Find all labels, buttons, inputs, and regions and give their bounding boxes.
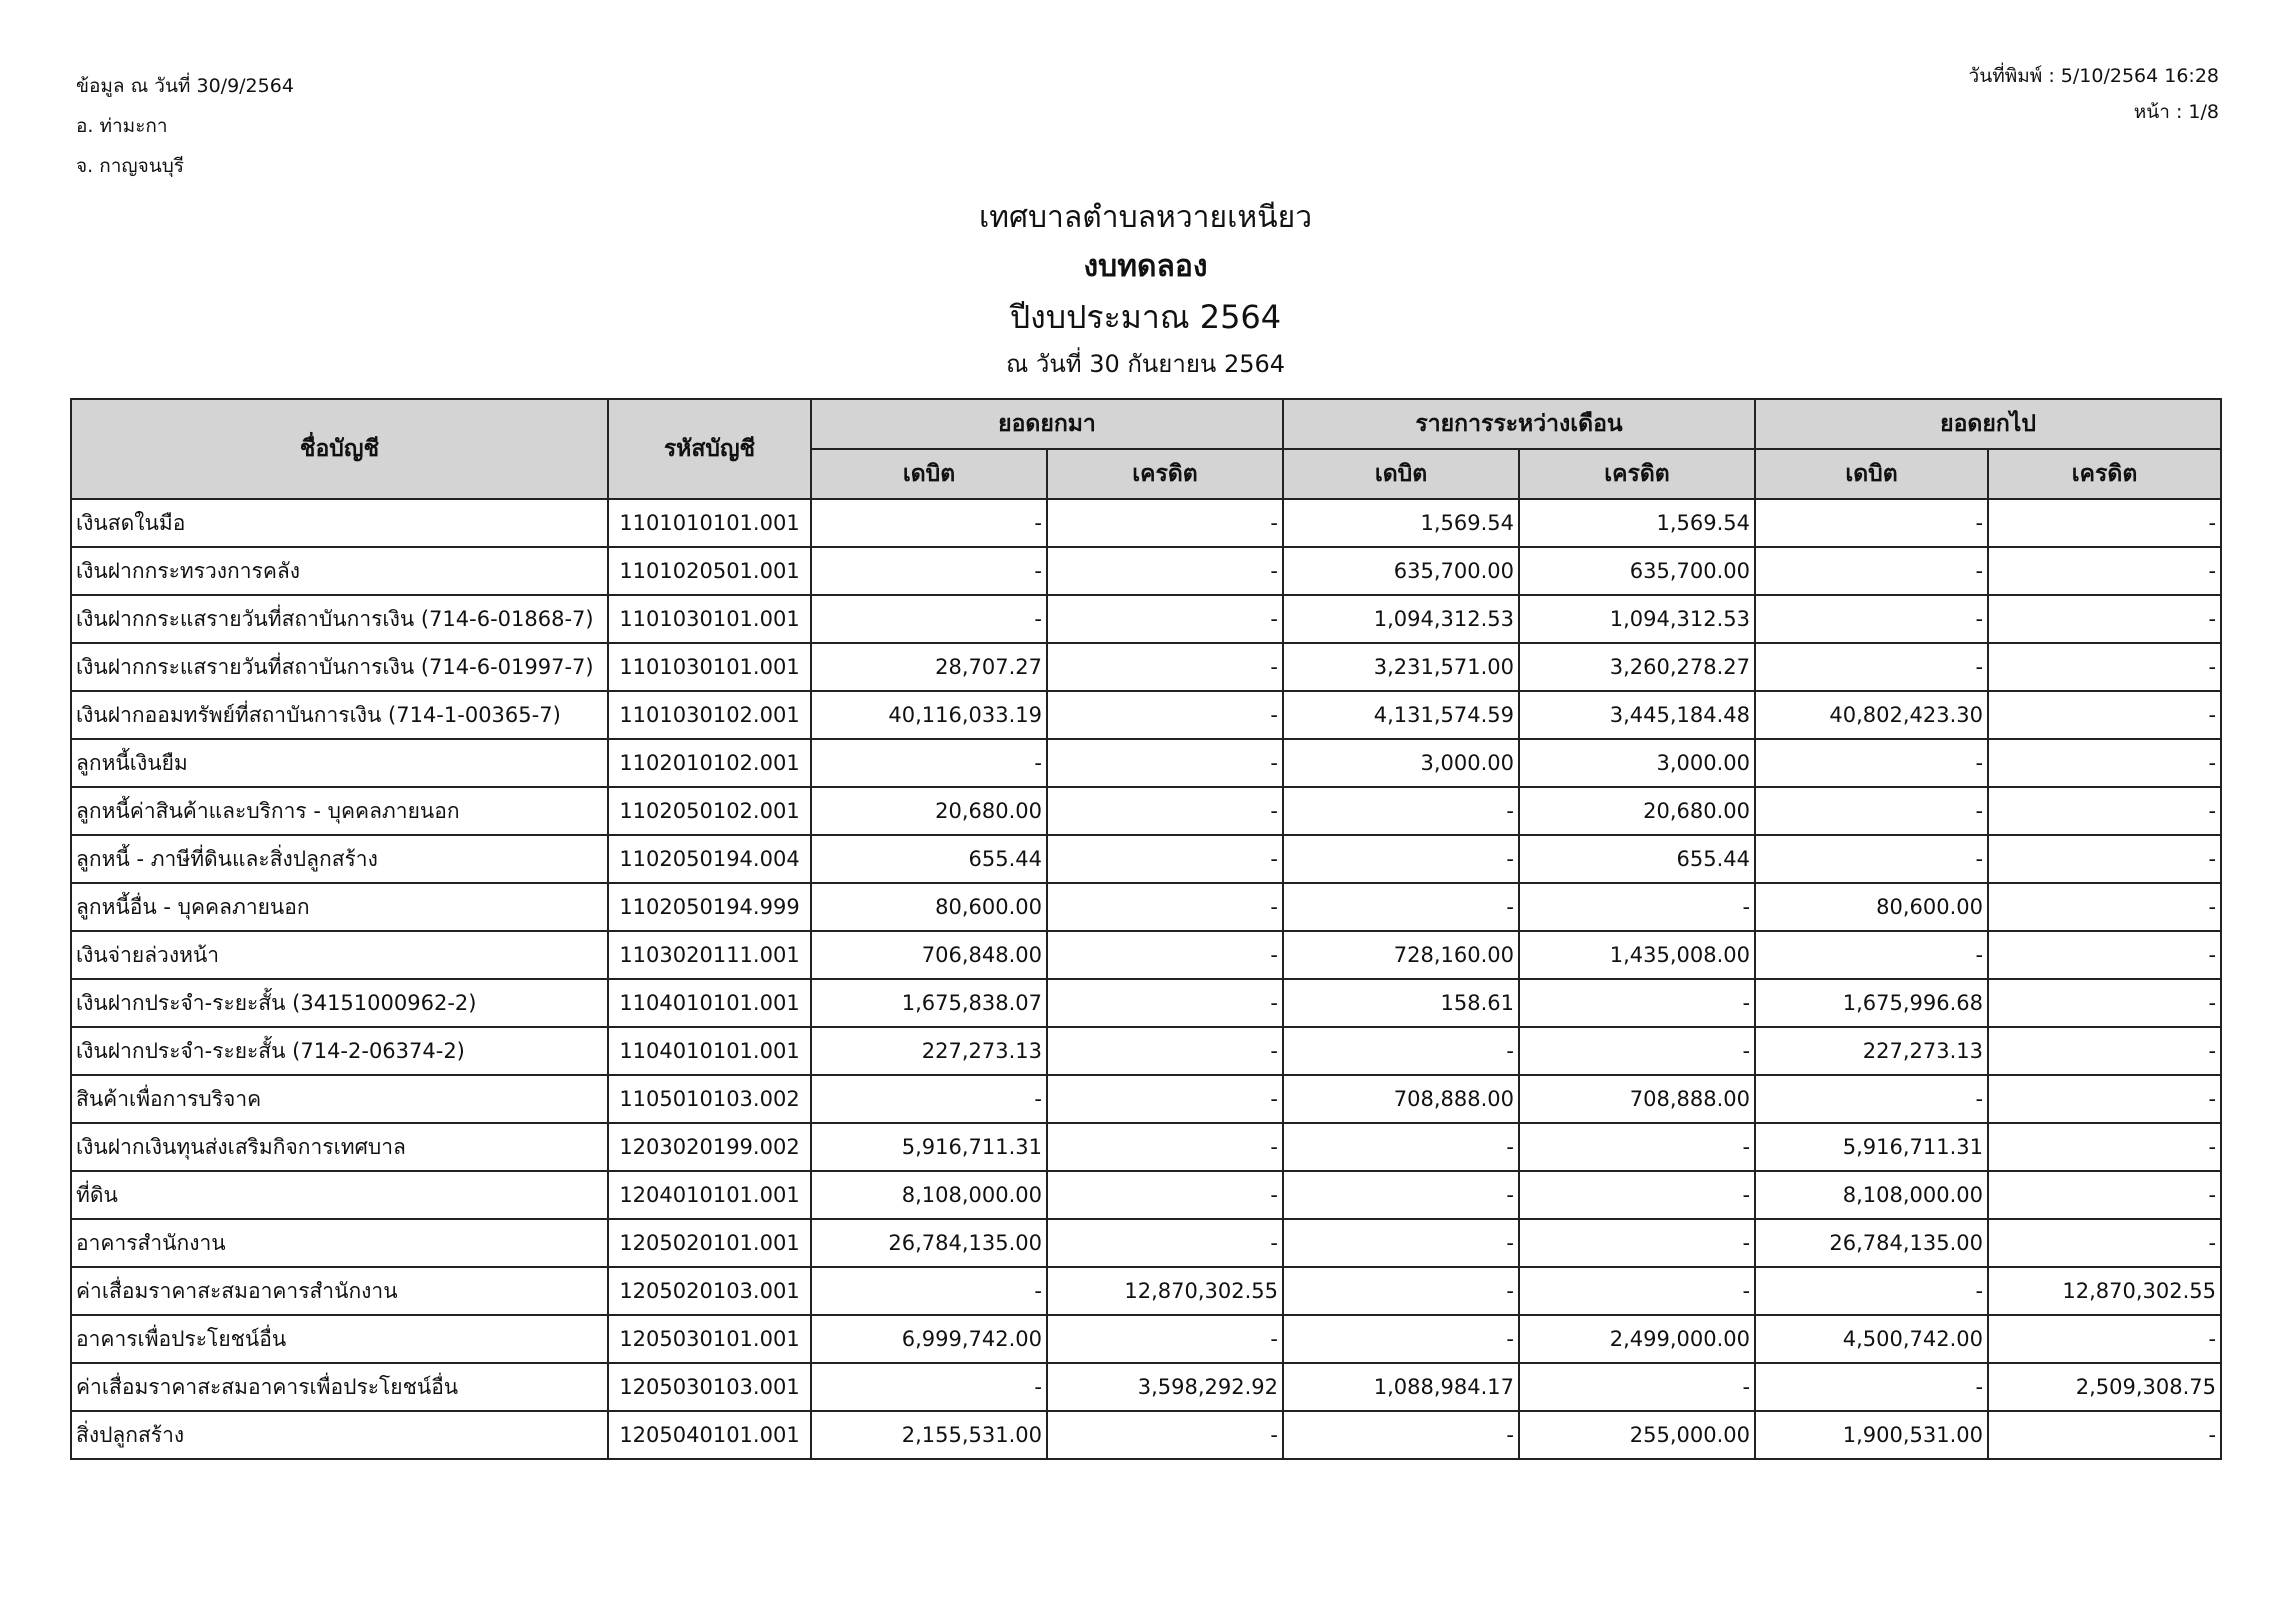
print-date: วันที่พิมพ์ : 5/10/2564 16:28 <box>1968 65 2219 87</box>
cell-account-name: อาคารสำนักงาน <box>71 1219 608 1267</box>
cell-account-code: 1205040101.001 <box>608 1411 811 1459</box>
cell-movement-debit: 158.61 <box>1283 979 1519 1027</box>
district: อ. ท่ามะกา <box>76 115 168 137</box>
cell-account-code: 1102050102.001 <box>608 787 811 835</box>
cell-opening-credit: - <box>1047 1123 1283 1171</box>
table-row <box>71 1123 2221 1171</box>
cell-account-code: 1205020103.001 <box>608 1267 811 1315</box>
cell-closing-credit: - <box>1988 1123 2221 1171</box>
cell-opening-credit: - <box>1047 595 1283 643</box>
cell-movement-credit: 1,435,008.00 <box>1519 931 1755 979</box>
cell-closing-credit: - <box>1988 1171 2221 1219</box>
cell-closing-debit: - <box>1755 1075 1988 1123</box>
table-row <box>71 979 2221 1027</box>
table-row <box>71 883 2221 931</box>
cell-closing-debit: - <box>1755 499 1988 547</box>
trial-balance-table <box>70 398 2222 1460</box>
cell-opening-credit: - <box>1047 1075 1283 1123</box>
cell-closing-credit: - <box>1988 739 2221 787</box>
cell-opening-debit: 6,999,742.00 <box>811 1315 1047 1363</box>
table-body <box>71 499 2221 1459</box>
cell-movement-debit: 728,160.00 <box>1283 931 1519 979</box>
cell-movement-debit: - <box>1283 883 1519 931</box>
cell-opening-debit: 26,784,135.00 <box>811 1219 1047 1267</box>
table-row <box>71 931 2221 979</box>
table-row <box>71 1027 2221 1075</box>
as-of-date: ณ วันที่ 30 กันยายน 2564 <box>1005 350 1286 378</box>
cell-closing-debit: - <box>1755 931 1988 979</box>
cell-account-code: 1102050194.004 <box>608 835 811 883</box>
cell-closing-credit: - <box>1988 643 2221 691</box>
cell-closing-credit: - <box>1988 1075 2221 1123</box>
cell-account-code: 1104010101.001 <box>608 979 811 1027</box>
cell-movement-credit: - <box>1519 979 1755 1027</box>
cell-movement-credit: 1,569.54 <box>1519 499 1755 547</box>
cell-closing-credit: - <box>1988 931 2221 979</box>
cell-movement-credit: - <box>1519 1363 1755 1411</box>
cell-movement-debit: - <box>1283 1267 1519 1315</box>
cell-closing-credit: - <box>1988 499 2221 547</box>
cell-account-code: 1101030102.001 <box>608 691 811 739</box>
cell-account-name: เงินฝากออมทรัพย์ที่สถาบันการเงิน (714-1-00365-7) <box>71 691 608 739</box>
cell-closing-credit: - <box>1988 1411 2221 1459</box>
cell-movement-credit: 3,445,184.48 <box>1519 691 1755 739</box>
cell-opening-credit: - <box>1047 739 1283 787</box>
cell-opening-credit: - <box>1047 883 1283 931</box>
cell-opening-debit: - <box>811 1363 1047 1411</box>
column-header-closing-debit: เดบิต <box>1755 449 1988 499</box>
cell-opening-credit: - <box>1047 499 1283 547</box>
table-row <box>71 1075 2221 1123</box>
report-titles <box>0 194 2291 386</box>
cell-account-code: 1105010103.002 <box>608 1075 811 1123</box>
cell-opening-credit: - <box>1047 835 1283 883</box>
cell-opening-debit: - <box>811 499 1047 547</box>
cell-opening-debit: 1,675,838.07 <box>811 979 1047 1027</box>
cell-opening-debit: 8,108,000.00 <box>811 1171 1047 1219</box>
cell-closing-debit: 40,802,423.30 <box>1755 691 1988 739</box>
cell-closing-debit: 1,675,996.68 <box>1755 979 1988 1027</box>
column-header-movement-debit: เดบิต <box>1283 449 1519 499</box>
table-row <box>71 691 2221 739</box>
cell-movement-credit: 635,700.00 <box>1519 547 1755 595</box>
cell-opening-debit: 28,707.27 <box>811 643 1047 691</box>
cell-account-name: ลูกหนี้ค่าสินค้าและบริการ - บุคคลภายนอก <box>71 787 608 835</box>
cell-opening-debit: - <box>811 547 1047 595</box>
cell-account-code: 1205030103.001 <box>608 1363 811 1411</box>
organization-name: เทศบาลตำบลหวายเหนียว <box>978 200 1313 235</box>
cell-movement-credit: - <box>1519 1171 1755 1219</box>
cell-movement-credit: - <box>1519 1219 1755 1267</box>
cell-closing-credit: - <box>1988 883 2221 931</box>
table-row <box>71 643 2221 691</box>
table-row <box>71 739 2221 787</box>
cell-movement-credit: 708,888.00 <box>1519 1075 1755 1123</box>
cell-opening-debit: 80,600.00 <box>811 883 1047 931</box>
cell-closing-debit: 227,273.13 <box>1755 1027 1988 1075</box>
cell-opening-credit: - <box>1047 1411 1283 1459</box>
table-row <box>71 1171 2221 1219</box>
column-group-closing: ยอดยกไป <box>1755 399 2221 449</box>
cell-closing-debit: - <box>1755 595 1988 643</box>
cell-closing-credit: 2,509,308.75 <box>1988 1363 2221 1411</box>
cell-movement-credit: 2,499,000.00 <box>1519 1315 1755 1363</box>
cell-opening-debit: - <box>811 595 1047 643</box>
cell-account-name: ที่ดิน <box>71 1171 608 1219</box>
table-row <box>71 499 2221 547</box>
table-row <box>71 835 2221 883</box>
cell-movement-debit: 3,231,571.00 <box>1283 643 1519 691</box>
cell-closing-credit: - <box>1988 1315 2221 1363</box>
cell-closing-debit: 80,600.00 <box>1755 883 1988 931</box>
cell-closing-credit: - <box>1988 547 2221 595</box>
cell-opening-debit: 2,155,531.00 <box>811 1411 1047 1459</box>
cell-movement-credit: 3,260,278.27 <box>1519 643 1755 691</box>
cell-opening-credit: 3,598,292.92 <box>1047 1363 1283 1411</box>
cell-closing-debit: - <box>1755 739 1988 787</box>
cell-closing-credit: - <box>1988 1027 2221 1075</box>
table-row <box>71 1411 2221 1459</box>
cell-closing-debit: 1,900,531.00 <box>1755 1411 1988 1459</box>
table-row <box>71 1267 2221 1315</box>
report-meta-left <box>76 66 294 186</box>
cell-account-name: เงินฝากกระแสรายวันที่สถาบันการเงิน (714-6-01868-7) <box>71 595 608 643</box>
cell-opening-credit: 12,870,302.55 <box>1047 1267 1283 1315</box>
cell-movement-debit: - <box>1283 1219 1519 1267</box>
column-header-movement-credit: เครดิต <box>1519 449 1755 499</box>
cell-movement-debit: 1,569.54 <box>1283 499 1519 547</box>
cell-closing-debit: - <box>1755 1363 1988 1411</box>
cell-account-name: เงินฝากกระทรวงการคลัง <box>71 547 608 595</box>
cell-closing-credit: - <box>1988 691 2221 739</box>
data-date: ข้อมูล ณ วันที่ 30/9/2564 <box>76 75 294 97</box>
cell-closing-debit: 8,108,000.00 <box>1755 1171 1988 1219</box>
cell-movement-credit: - <box>1519 1027 1755 1075</box>
cell-closing-debit: 26,784,135.00 <box>1755 1219 1988 1267</box>
column-group-movement: รายการระหว่างเดือน <box>1283 399 1755 449</box>
table-row <box>71 547 2221 595</box>
cell-closing-credit: - <box>1988 787 2221 835</box>
column-header-account-name: ชื่อบัญชี <box>71 399 608 499</box>
cell-opening-debit: - <box>811 739 1047 787</box>
cell-opening-debit: 5,916,711.31 <box>811 1123 1047 1171</box>
cell-movement-debit: - <box>1283 1315 1519 1363</box>
cell-movement-debit: 3,000.00 <box>1283 739 1519 787</box>
cell-account-name: เงินสดในมือ <box>71 499 608 547</box>
cell-movement-debit: 1,094,312.53 <box>1283 595 1519 643</box>
cell-opening-debit: 706,848.00 <box>811 931 1047 979</box>
cell-account-code: 1103020111.001 <box>608 931 811 979</box>
cell-closing-debit: - <box>1755 643 1988 691</box>
cell-closing-credit: - <box>1988 835 2221 883</box>
column-header-closing-credit: เครดิต <box>1988 449 2221 499</box>
cell-movement-debit: - <box>1283 1027 1519 1075</box>
cell-movement-credit: 20,680.00 <box>1519 787 1755 835</box>
cell-movement-credit: 1,094,312.53 <box>1519 595 1755 643</box>
fiscal-year: ปีงบประมาณ 2564 <box>1009 298 1282 336</box>
cell-opening-debit: - <box>811 1075 1047 1123</box>
cell-account-code: 1104010101.001 <box>608 1027 811 1075</box>
cell-movement-debit: - <box>1283 1171 1519 1219</box>
cell-account-code: 1205020101.001 <box>608 1219 811 1267</box>
cell-opening-debit: 40,116,033.19 <box>811 691 1047 739</box>
cell-opening-credit: - <box>1047 1171 1283 1219</box>
cell-movement-debit: - <box>1283 1411 1519 1459</box>
cell-movement-debit: 635,700.00 <box>1283 547 1519 595</box>
cell-movement-credit: - <box>1519 1123 1755 1171</box>
cell-opening-credit: - <box>1047 787 1283 835</box>
cell-opening-credit: - <box>1047 931 1283 979</box>
cell-account-name: เงินฝากกระแสรายวันที่สถาบันการเงิน (714-6-01997-7) <box>71 643 608 691</box>
cell-movement-credit: 3,000.00 <box>1519 739 1755 787</box>
cell-account-code: 1101020501.001 <box>608 547 811 595</box>
cell-opening-credit: - <box>1047 979 1283 1027</box>
cell-closing-debit: - <box>1755 1267 1988 1315</box>
cell-account-name: สินค้าเพื่อการบริจาค <box>71 1075 608 1123</box>
table-row <box>71 1315 2221 1363</box>
cell-opening-credit: - <box>1047 1219 1283 1267</box>
cell-account-name: ลูกหนี้ - ภาษีที่ดินและสิ่งปลูกสร้าง <box>71 835 608 883</box>
table-row <box>71 787 2221 835</box>
cell-account-code: 1101010101.001 <box>608 499 811 547</box>
cell-opening-credit: - <box>1047 1315 1283 1363</box>
cell-closing-debit: - <box>1755 547 1988 595</box>
cell-account-name: ลูกหนี้อื่น - บุคคลภายนอก <box>71 883 608 931</box>
column-header-opening-credit: เครดิต <box>1047 449 1283 499</box>
cell-movement-debit: - <box>1283 787 1519 835</box>
cell-movement-credit: - <box>1519 883 1755 931</box>
cell-closing-credit: - <box>1988 979 2221 1027</box>
column-group-opening: ยอดยกมา <box>811 399 1283 449</box>
cell-closing-debit: 5,916,711.31 <box>1755 1123 1988 1171</box>
cell-movement-credit: 255,000.00 <box>1519 1411 1755 1459</box>
cell-opening-debit: 655.44 <box>811 835 1047 883</box>
column-header-opening-debit: เดบิต <box>811 449 1047 499</box>
cell-opening-debit: 227,273.13 <box>811 1027 1047 1075</box>
cell-account-name: ลูกหนี้เงินยืม <box>71 739 608 787</box>
cell-account-name: ค่าเสื่อมราคาสะสมอาคารสำนักงาน <box>71 1267 608 1315</box>
cell-opening-credit: - <box>1047 547 1283 595</box>
table-row <box>71 1219 2221 1267</box>
cell-account-name: เงินฝากเงินทุนส่งเสริมกิจการเทศบาล <box>71 1123 608 1171</box>
cell-account-name: เงินจ่ายล่วงหน้า <box>71 931 608 979</box>
cell-movement-debit: 708,888.00 <box>1283 1075 1519 1123</box>
cell-closing-credit: - <box>1988 595 2221 643</box>
cell-account-code: 1205030101.001 <box>608 1315 811 1363</box>
cell-account-name: ค่าเสื่อมราคาสะสมอาคารเพื่อประโยชน์อื่น <box>71 1363 608 1411</box>
cell-account-name: อาคารเพื่อประโยชน์อื่น <box>71 1315 608 1363</box>
cell-account-code: 1204010101.001 <box>608 1171 811 1219</box>
cell-account-code: 1102010102.001 <box>608 739 811 787</box>
cell-closing-credit: 12,870,302.55 <box>1988 1267 2221 1315</box>
header-row-groups <box>71 399 2221 449</box>
cell-movement-debit: 4,131,574.59 <box>1283 691 1519 739</box>
column-header-account-code: รหัสบัญชี <box>608 399 811 499</box>
cell-closing-debit: - <box>1755 835 1988 883</box>
report-meta-right <box>1969 58 2219 130</box>
table-row <box>71 595 2221 643</box>
cell-movement-debit: - <box>1283 835 1519 883</box>
cell-account-code: 1203020199.002 <box>608 1123 811 1171</box>
cell-movement-credit: - <box>1519 1267 1755 1315</box>
cell-account-code: 1101030101.001 <box>608 595 811 643</box>
cell-account-code: 1102050194.999 <box>608 883 811 931</box>
cell-opening-credit: - <box>1047 643 1283 691</box>
cell-movement-credit: 655.44 <box>1519 835 1755 883</box>
report-name: งบทดลอง <box>1083 249 1208 284</box>
page-number: หน้า : 1/8 <box>2133 101 2219 123</box>
table-row <box>71 1363 2221 1411</box>
cell-account-name: เงินฝากประจำ-ระยะสั้น (714-2-06374-2) <box>71 1027 608 1075</box>
cell-closing-credit: - <box>1988 1219 2221 1267</box>
cell-opening-credit: - <box>1047 1027 1283 1075</box>
cell-opening-debit: - <box>811 1267 1047 1315</box>
cell-closing-debit: - <box>1755 787 1988 835</box>
cell-opening-debit: 20,680.00 <box>811 787 1047 835</box>
cell-closing-debit: 4,500,742.00 <box>1755 1315 1988 1363</box>
cell-opening-credit: - <box>1047 691 1283 739</box>
cell-account-name: เงินฝากประจำ-ระยะสั้น (34151000962-2) <box>71 979 608 1027</box>
cell-movement-debit: 1,088,984.17 <box>1283 1363 1519 1411</box>
province: จ. กาญจนบุรี <box>76 155 184 177</box>
cell-account-code: 1101030101.001 <box>608 643 811 691</box>
cell-account-name: สิ่งปลูกสร้าง <box>71 1411 608 1459</box>
cell-movement-debit: - <box>1283 1123 1519 1171</box>
